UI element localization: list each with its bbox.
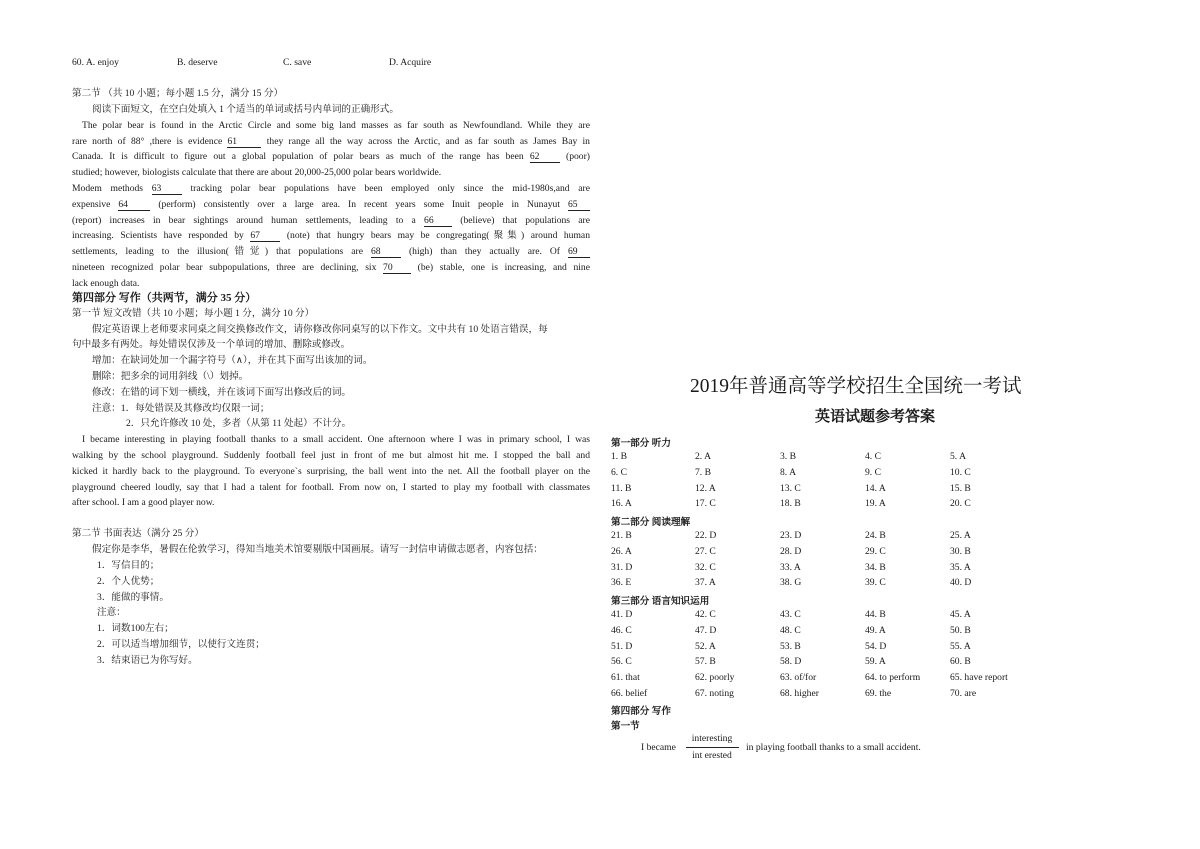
writing-notes-label: 注意： — [97, 607, 126, 618]
essay-line: I became interesting in playing football thanks to a small accident. One afternoon where I was in primary school, I was — [82, 434, 590, 445]
answer-cell: 1. B — [611, 451, 627, 462]
answer-cell: 17. C — [695, 498, 716, 510]
answer-cell: 58. D — [780, 656, 802, 668]
answer-cell: 18. B — [780, 498, 801, 510]
answer-cell: 66. belief — [611, 688, 648, 699]
answer-cell: 25. A — [950, 530, 971, 541]
answer-cell: 37. A — [695, 577, 716, 589]
passage-line: The polar bear is found in the Arctic Circle and some big land masses as far south as Newfoundland. While they are — [82, 120, 590, 131]
passage-line: Canada. It is difficult to figure out a global population of polar bears as much of the range has been 62 (poor) — [72, 151, 590, 162]
answer-cell: 19. A — [865, 498, 886, 510]
answer-cell: 53. B — [780, 640, 801, 652]
rule-add: 增加：在缺词处加一个漏字符号（∧），并在其下面写出该加的词。 — [92, 355, 373, 366]
answer-cell: 31. D — [611, 561, 633, 573]
answer-cell: 64. to perform — [865, 672, 921, 684]
answer-cell: 14. A — [865, 482, 886, 494]
blank-65: 65 — [568, 199, 590, 211]
answer-cell: 69. the — [865, 688, 892, 699]
blank-61: 61 — [227, 136, 261, 148]
error-correction-instruction: 假定英语课上老师要求同桌之间交换修改作文，请你修改你同桌写的以下作文。文中共有 10 处语言错误，每 — [92, 324, 548, 335]
answer-cell: 40. D — [950, 577, 972, 589]
answer-cell: 26. A — [611, 545, 632, 557]
q60-option-c: C. save — [283, 57, 312, 68]
grammar-fill-instruction: 阅读下面短文，在空白处填入 1 个适当的单词或括号内单词的正确形式。 — [92, 104, 399, 115]
answer-cell: 46. C — [611, 624, 632, 636]
answer-title: 2019年普通高等学校招生全国统一考试 — [690, 376, 1022, 397]
writing-header: 第二节 书面表达（满分 25 分） — [72, 528, 204, 539]
answer-cell: 15. B — [950, 482, 971, 494]
answer-cell: 5. A — [950, 451, 966, 462]
error-correction-header: 第一节 短文改错（共 10 小题；每小题 1 分，满分 10 分） — [72, 308, 315, 319]
correction-original-word: interesting — [691, 733, 733, 744]
blank-62: 62 — [530, 151, 560, 163]
essay-line: playground cheered loudly, say that I had a talent for football. From now on, I started to play my football with classmates — [72, 482, 590, 493]
passage-line: (report) increases in bear sightings around human settlements, leading to a 66 (believe) that populations are — [72, 215, 590, 226]
rule-delete: 删除：把多余的词用斜线（\）划掉。 — [92, 371, 249, 382]
part4-heading: 第四部分 写作（共两节，满分 35 分） — [72, 292, 257, 304]
passage-line: studied; however, biologists calculate that there are about 20,000-25,000 polar bears worldwide. — [72, 167, 442, 178]
answer-cell: 8. A — [780, 466, 796, 478]
answer-cell: 43. C — [780, 609, 801, 620]
answer-cell: 22. D — [695, 530, 717, 541]
answers-part1-label: 第一部分 听力 — [611, 438, 671, 449]
answer-cell: 13. C — [780, 482, 801, 494]
answer-cell: 56. C — [611, 656, 632, 668]
blank-63: 63 — [152, 183, 182, 195]
answers-part2-label: 第二部分 阅读理解 — [611, 517, 691, 528]
grammar-fill-header: 第二节 （共 10 小题；每小题 1.5 分，满分 15 分） — [72, 88, 284, 99]
passage-line: Modem methods 63 tracking polar bear populations have been employed only since the mid-1980s,and are — [72, 183, 590, 194]
blank-68: 68 — [371, 246, 401, 258]
q60-number: 60. A. enjoy — [72, 57, 119, 68]
answer-cell: 12. A — [695, 482, 716, 494]
answer-cell: 67. noting — [695, 688, 734, 699]
answer-cell: 10. C — [950, 466, 971, 478]
answer-cell: 7. B — [695, 466, 711, 478]
correction-corrected-word: int erested — [692, 750, 732, 761]
answer-cell: 35. A — [950, 561, 971, 573]
answer-cell: 41. D — [611, 609, 633, 620]
writing-item-1: 1．写信目的； — [97, 560, 160, 571]
answer-cell: 47. D — [695, 624, 717, 636]
writing-note-1: 1．词数100左右； — [97, 623, 174, 634]
answers-part4-sec1-label: 第一节 — [611, 721, 640, 732]
answer-cell: 34. B — [865, 561, 886, 573]
answer-cell: 45. A — [950, 609, 971, 620]
answer-cell: 23. D — [780, 530, 802, 541]
error-correction-instruction: 句中最多有两处。每处错误仅涉及一个单词的增加、删除或修改。 — [72, 339, 351, 350]
answer-cell: 39. C — [865, 577, 886, 589]
essay-line: after school. I am a good player now. — [72, 497, 215, 508]
writing-note-2: 2．可以适当增加细节，以使行文连贯； — [97, 639, 265, 650]
answer-cell: 28. D — [780, 545, 802, 557]
answer-cell: 49. A — [865, 624, 886, 636]
passage-line: settlements, leading to the illusion(错觉) that populations are 68 (high) than they actually are. Of 69 — [72, 246, 590, 258]
answer-cell: 54. D — [865, 640, 887, 652]
answer-cell: 36. E — [611, 577, 632, 589]
writing-item-2: 2．个人优势； — [97, 576, 160, 587]
answer-cell: 44. B — [865, 609, 886, 620]
blank-69: 69 — [568, 246, 590, 258]
answer-cell: 42. C — [695, 609, 716, 620]
writing-note-3: 3．结束语已为你写好。 — [97, 655, 198, 666]
answer-cell: 59. A — [865, 656, 886, 668]
answer-cell: 30. B — [950, 545, 971, 557]
answers-part4-label: 第四部分 写作 — [611, 706, 671, 717]
q60-option-b: B. deserve — [177, 57, 218, 68]
answer-cell: 61. that — [611, 672, 640, 684]
answer-cell: 51. D — [611, 640, 633, 652]
answer-cell: 68. higher — [780, 688, 819, 699]
answer-cell: 38. G — [780, 577, 802, 589]
blank-70: 70 — [383, 262, 411, 274]
writing-task: 假定你是李华，暑假在伦敦学习，得知当地美术馆要剔版中国画展。请写一封信申请做志愿者，内容包括： — [92, 544, 543, 555]
essay-line: walking by the school playground. Suddenly football feel just in front of me but almost hit me. I stopped the ball and — [72, 450, 590, 461]
blank-64: 64 — [118, 199, 150, 211]
passage-line: increasing. Scientists have responded by 67 (note) that hungry bears may be congregating(聚集) around human — [72, 230, 590, 241]
rule-modify: 修改：在错的词下划一横线，并在该词下面写出修改后的词。 — [92, 387, 352, 398]
answer-cell: 21. B — [611, 530, 632, 541]
answer-cell: 57. B — [695, 656, 716, 668]
answer-cell: 48. C — [780, 624, 801, 636]
answer-cell: 33. A — [780, 561, 801, 573]
note-1: 注意：1．每处错误及其修改均仅限一词； — [92, 403, 270, 414]
essay-line: kicked it hardly back to the playground. To everyone`s surprising, the ball went into the net. All the football player on the — [72, 466, 590, 477]
answer-cell: 3. B — [780, 451, 796, 462]
answers-part3-label: 第三部分 语言知识运用 — [611, 596, 710, 607]
correction-after: in playing football thanks to a small accident. — [746, 742, 921, 753]
answer-cell: 63. of/for — [780, 672, 817, 684]
answer-cell: 27. C — [695, 545, 716, 557]
passage-line: lack enough data. — [72, 278, 140, 289]
passage-line: expensive 64 (perform) consistently over a large area. In recent years some Inuit people in Nunayut 65 — [72, 199, 590, 211]
answer-cell: 24. B — [865, 530, 886, 541]
note-2: 2．只允许修改 10 处，多者（从第 11 处起）不计分。 — [126, 418, 352, 429]
blank-66: 66 — [424, 215, 452, 227]
answer-cell: 11. B — [611, 482, 632, 494]
answer-cell: 4. C — [865, 451, 881, 462]
answer-cell: 16. A — [611, 498, 632, 510]
blank-67: 67 — [250, 230, 280, 242]
passage-line: rare north of 88° ,there is evidence 61 they range all the way across the Arctic, and as far south as James Bay in — [72, 136, 590, 147]
answer-cell: 2. A — [695, 451, 711, 462]
answer-cell: 70. are — [950, 688, 977, 699]
answer-cell: 52. A — [695, 640, 716, 652]
correction-fraction-bar — [686, 747, 739, 748]
answer-cell: 50. B — [950, 624, 971, 636]
answer-subtitle: 英语试题参考答案 — [815, 409, 936, 425]
answer-cell: 65. have report — [950, 672, 1008, 684]
answer-cell: 6. C — [611, 466, 627, 478]
correction-before: I became — [641, 742, 676, 753]
passage-line: nineteen recognized polar bear subpopulations, three are declining, six 70 (be) stable, one is increasing, and nine — [72, 262, 590, 273]
answer-cell: 20. C — [950, 498, 971, 510]
q60-option-d: D. Acquire — [389, 57, 432, 68]
answer-cell: 62. poorly — [695, 672, 735, 684]
answer-cell: 29. C — [865, 545, 886, 557]
answer-cell: 60. B — [950, 656, 971, 668]
writing-item-3: 3．能做的事情。 — [97, 592, 169, 603]
answer-cell: 9. C — [865, 466, 881, 478]
answer-cell: 55. A — [950, 640, 971, 652]
answer-cell: 32. C — [695, 561, 716, 573]
